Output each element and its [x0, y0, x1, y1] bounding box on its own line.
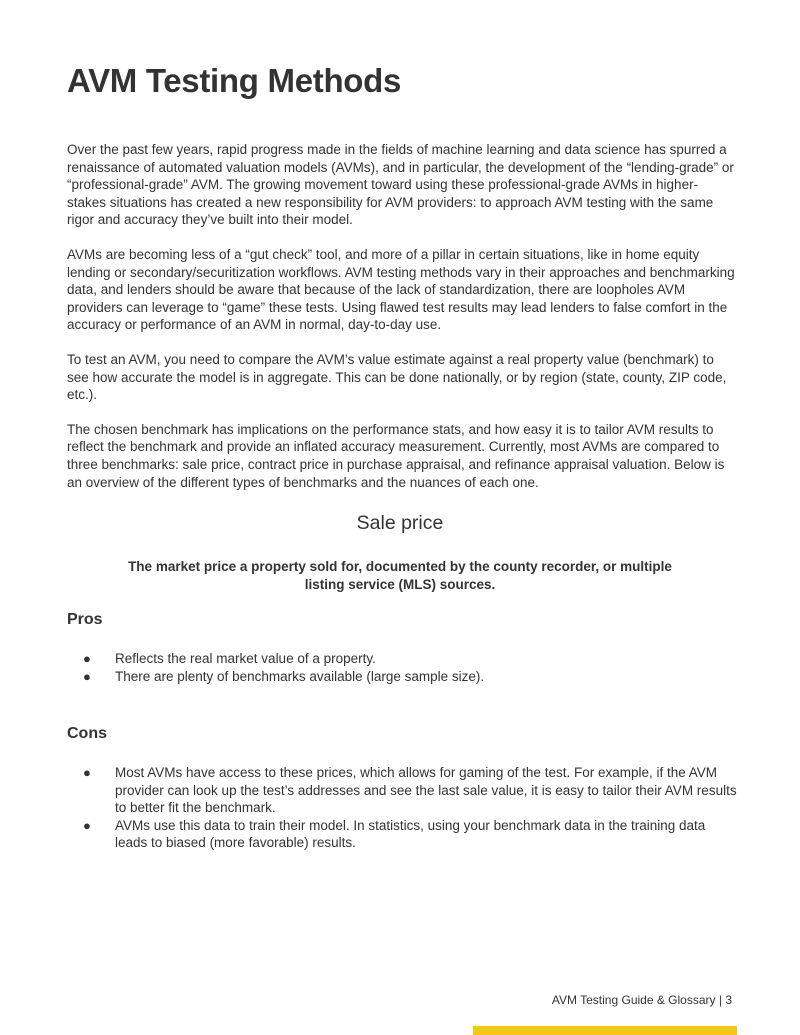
list-item-text: Most AVMs have access to these prices, which allows for gaming of the test. For example, if the AVM provider can look up the test’s addresses and see the last sale value, it is easy to tailor their AVM results to better fit the benchmark. [115, 765, 737, 816]
section-heading: Sale price [356, 512, 444, 534]
bullet-icon: ● [83, 668, 91, 684]
intro-paragraph: The chosen benchmark has implications on the performance stats, and how easy it is to tailor AVM results to reflect the benchmark and provide an inflated accuracy measurement. Currently, most AVMs are compared to three benchmarks: sale price, contract price in purchase appraisal, and refinance appraisal valuation. Below is an overview of the different types of benchmarks and the nuances of each one. [67, 421, 725, 490]
page-footer: AVM Testing Guide & Glossary | 3 [551, 993, 732, 1007]
intro-paragraph: AVMs are becoming less of a “gut check” tool, and more of a pillar in certain situations, like in home equity lending or secondary/securitization workflows. AVM testing methods vary in their approaches and benchmarking data, and lenders should be aware that because of the lack of standardization, there are loopholes AVM providers can leverage to “game” these tests. Using flawed test results may lead lenders to false comfort in the accuracy or performance of an AVM in normal, day-to-day use. [67, 246, 735, 333]
bullet-icon: ● [83, 817, 91, 833]
cons-heading: Cons [67, 725, 107, 742]
intro-paragraph: To test an AVM, you need to compare the AVM’s value estimate against a real property value (benchmark) to see how accurate the model is in aggregate. This can be done nationally, or by region (state, county, ZIP code, etc.). [67, 351, 727, 403]
list-item-text: There are plenty of benchmarks available (large sample size). [115, 668, 485, 684]
cons-list [67, 764, 737, 852]
section-definition: The market price a property sold for, documented by the county recorder, or multiple listing service (MLS) sources. [128, 559, 672, 592]
list-item [67, 650, 737, 668]
list-item [67, 817, 737, 852]
footer-accent-bar [473, 1026, 737, 1035]
bullet-icon: ● [83, 651, 91, 666]
page-title: AVM Testing Methods [67, 62, 402, 99]
pros-list [67, 650, 737, 685]
list-item [67, 668, 737, 686]
list-item-text: AVMs use this data to train their model. In statistics, using your benchmark data in the training data leads to biased (more favorable) results. [115, 817, 706, 851]
intro-paragraph: Over the past few years, rapid progress made in the fields of machine learning and data science has spurred a renaissance of automated valuation models (AVMs), and in particular, the development of the “lending-grade” or “professional-grade” AVM. The growing movement toward using these professional-grade AVMs in higher-stakes situations has created a new responsibility for AVM providers: to approach AVM testing with the same rigor and accuracy they’ve built into their model. [67, 142, 734, 228]
pros-heading: Pros [67, 611, 103, 628]
bullet-icon: ● [83, 765, 91, 780]
list-item-text: Reflects the real market value of a property. [115, 651, 376, 666]
list-item [67, 764, 737, 817]
intro-section [67, 141, 737, 508]
